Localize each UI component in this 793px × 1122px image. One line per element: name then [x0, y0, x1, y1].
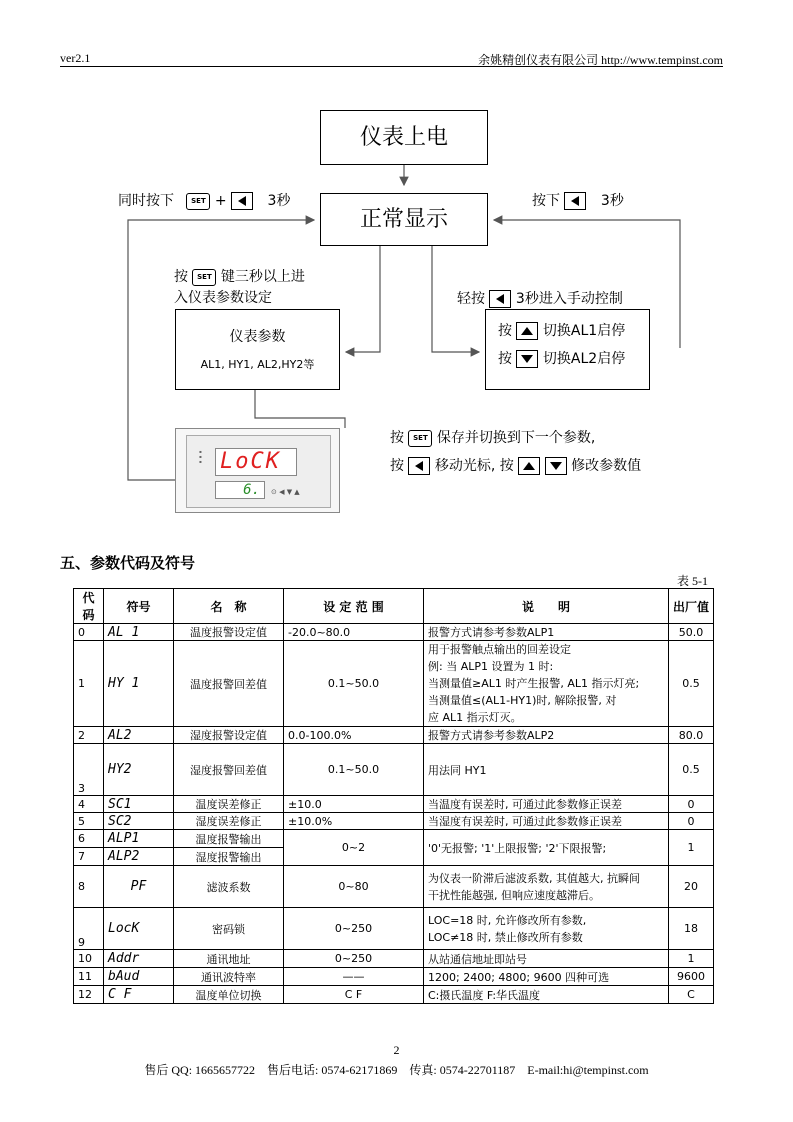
row-desc [424, 908, 669, 950]
row-range: 0~2 [284, 830, 424, 866]
table-row [74, 986, 714, 1004]
row-default: 0 [669, 796, 714, 813]
manual-al2-post: 切换AL2启停 [542, 351, 626, 367]
col-header-name: 名 称 [174, 589, 284, 624]
row-desc [424, 866, 669, 908]
row-name: 密码锁 [174, 908, 284, 950]
row-range: 0.1~50.0 [284, 641, 424, 727]
desc-line: 当测量值≥AL1 时产生报警, AL1 指示灯亮; [428, 677, 640, 690]
manual-al1 [498, 320, 625, 340]
table-row [74, 727, 714, 744]
col-header-code: 代码 [74, 589, 104, 624]
arrow-display-to-params [346, 246, 380, 352]
power-on-box [320, 110, 488, 165]
normal-display-label: 正常显示 [359, 207, 448, 232]
row-range: C F [284, 986, 424, 1004]
row-range: 0.1~50.0 [284, 744, 424, 796]
device-top-display: LoCK [215, 448, 297, 476]
cursor-hint [390, 455, 641, 475]
row-name: 湿度报警回差值 [174, 744, 284, 796]
col-header-symbol: 符号 [104, 589, 174, 624]
manual-box [485, 309, 650, 390]
row-range: 0.0-100.0% [284, 727, 424, 744]
line-params-to-device [255, 390, 345, 428]
row-symbol: AL 1 [104, 624, 174, 641]
row-default: 0.5 [669, 744, 714, 796]
row-code: 10 [74, 950, 104, 968]
row-code: 1 [74, 641, 104, 727]
row-symbol: LocK [104, 908, 174, 950]
desc-line: 用于报警触点输出的回差设定 [428, 643, 571, 656]
row-name: 温度误差修正 [174, 796, 284, 813]
row-name: 通讯地址 [174, 950, 284, 968]
params-box-title: 仪表参数 [229, 329, 286, 345]
manual-hint-pre: 轻按 [457, 291, 485, 307]
enter-params-hint [174, 267, 305, 309]
row-symbol: ALP2 [104, 848, 174, 866]
power-on-label: 仪表上电 [359, 125, 448, 150]
params-box-list: AL1, HY1, AL2,HY2等 [200, 358, 315, 371]
row-default: 20 [669, 866, 714, 908]
row-name: 温度报警回差值 [174, 641, 284, 727]
manual-hint-post: 3秒进入手动控制 [515, 291, 623, 307]
up-arrow-key-icon [518, 457, 540, 475]
section-title: 五、参数代码及符号 [60, 554, 196, 572]
left-arrow-key-icon [231, 192, 253, 210]
table-number: 表 5-1 [677, 574, 708, 588]
row-desc: 当温度有误差时, 可通过此参数修正误差 [424, 796, 669, 813]
row-default: 9600 [669, 968, 714, 986]
row-name: 湿度误差修正 [174, 813, 284, 830]
row-desc: 1200; 2400; 4800; 9600 四种可选 [424, 968, 669, 986]
device-face [186, 435, 331, 508]
table-row [74, 908, 714, 950]
left-arrow-key-icon [489, 290, 511, 308]
row-name: 通讯波特率 [174, 968, 284, 986]
row-symbol: SC1 [104, 796, 174, 813]
device-bottom-display: 6. [215, 481, 265, 499]
manual-al1-post: 切换AL1启停 [542, 323, 626, 339]
row-code: 9 [74, 908, 104, 950]
cursor-hint-pre: 按 [390, 458, 404, 474]
col-header-default: 出厂值 [669, 589, 714, 624]
row-code: 12 [74, 986, 104, 1004]
set-key-icon: SET [408, 430, 432, 447]
row-default: 0.5 [669, 641, 714, 727]
row-range: -20.0~80.0 [284, 624, 424, 641]
down-arrow-key-icon [516, 350, 538, 368]
row-code: 7 [74, 848, 104, 866]
row-desc [424, 641, 669, 727]
row-name: 滤波系数 [174, 866, 284, 908]
row-code: 6 [74, 830, 104, 848]
row-name: 温度单位切换 [174, 986, 284, 1004]
normal-display-box [320, 193, 488, 246]
device-indicator-labels: ▪ ▪ ▪ [199, 449, 202, 464]
row-code: 0 [74, 624, 104, 641]
set-key-icon: SET [186, 193, 210, 210]
row-desc: '0'无报警; '1'上限报警; '2'下限报警; [424, 830, 669, 866]
row-symbol: ALP1 [104, 830, 174, 848]
desc-line: 应 AL1 指示灯灭。 [428, 711, 522, 724]
row-symbol: SC2 [104, 813, 174, 830]
row-code: 2 [74, 727, 104, 744]
row-desc: C:摄氏温度 F:华氏温度 [424, 986, 669, 1004]
cursor-hint-post: 修改参数值 [571, 458, 642, 474]
desc-line: LOC=18 时, 允许修改所有参数, [428, 913, 587, 927]
table-row [74, 641, 714, 727]
col-header-range: 设 定 范 围 [284, 589, 424, 624]
row-default: 0 [669, 813, 714, 830]
row-symbol: PF [104, 866, 174, 908]
save-hint-post: 保存并切换到下一个参数, [436, 430, 596, 446]
row-symbol: AL2 [104, 727, 174, 744]
right-hint-post: 3秒 [600, 193, 624, 209]
row-range: ±10.0 [284, 796, 424, 813]
left-arrow-key-icon [408, 457, 430, 475]
row-code: 5 [74, 813, 104, 830]
version-label: ver2.1 [60, 51, 91, 65]
row-default: C [669, 986, 714, 1004]
row-default: 1 [669, 830, 714, 866]
row-default: 18 [669, 908, 714, 950]
right-hint-pre: 按下 [532, 193, 560, 209]
manual-al2-pre: 按 [498, 351, 512, 367]
desc-line: 干扰性能越强, 但响应速度越滞后。 [428, 888, 600, 902]
right-hint [532, 190, 624, 210]
row-code: 3 [74, 744, 104, 796]
row-desc: 从站通信地址即站号 [424, 950, 669, 968]
params-box [175, 309, 340, 390]
page-number: 2 [393, 1043, 400, 1057]
row-desc: 报警方式请参考参数ALP1 [424, 624, 669, 641]
table-row [74, 813, 714, 830]
save-hint [390, 427, 595, 447]
row-name: 湿度报警设定值 [174, 727, 284, 744]
row-default: 1 [669, 950, 714, 968]
save-hint-pre: 按 [390, 430, 404, 446]
table-row [74, 830, 714, 848]
row-symbol: HY2 [104, 744, 174, 796]
up-arrow-key-icon [516, 322, 538, 340]
row-code: 4 [74, 796, 104, 813]
row-symbol: bAud [104, 968, 174, 986]
desc-line: 当测量值≤(AL1-HY1)时, 解除报警, 对 [428, 694, 617, 707]
row-name: 湿度报警输出 [174, 848, 284, 866]
row-range: —— [284, 968, 424, 986]
table-row [74, 796, 714, 813]
desc-line: 例: 当 ALP1 设置为 1 时: [428, 660, 554, 673]
table-row [74, 950, 714, 968]
left-hint-post: 3秒 [267, 193, 291, 209]
parameter-table [73, 588, 714, 1004]
desc-line: LOC≠18 时, 禁止修改所有参数 [428, 930, 583, 944]
left-hint-pre: 同时按下 [118, 193, 174, 209]
table-row [74, 624, 714, 641]
row-symbol: Addr [104, 950, 174, 968]
manual-al1-pre: 按 [498, 323, 512, 339]
left-arrow-key-icon [564, 192, 586, 210]
table-header-row [74, 589, 714, 624]
row-range: 0~250 [284, 950, 424, 968]
left-hint [118, 190, 290, 210]
row-desc: 用法同 HY1 [424, 744, 669, 796]
row-range: 0~250 [284, 908, 424, 950]
row-desc: 报警方式请参考参数ALP2 [424, 727, 669, 744]
row-default: 80.0 [669, 727, 714, 744]
enter-params-line2: 入仪表参数设定 [174, 290, 272, 306]
row-range: ±10.0% [284, 813, 424, 830]
enter-params-pre: 按 [174, 269, 188, 285]
row-name: 温度报警输出 [174, 830, 284, 848]
row-range: 0~80 [284, 866, 424, 908]
footer-contact: 售后 QQ: 1665657722 售后电话: 0574-62171869 传真: 0574-22701187 E-mail:hi@tempinst.com [144, 1063, 649, 1077]
manual-hint [457, 288, 623, 308]
row-name: 温度报警设定值 [174, 624, 284, 641]
down-arrow-key-icon [545, 457, 567, 475]
cursor-hint-mid: 移动光标, 按 [434, 458, 514, 474]
enter-params-post: 键三秒以上进 [220, 269, 305, 285]
row-default: 50.0 [669, 624, 714, 641]
row-desc: 当湿度有误差时, 可通过此参数修正误差 [424, 813, 669, 830]
col-header-desc: 说 明 [424, 589, 669, 624]
manual-al2 [498, 348, 625, 368]
row-symbol: HY 1 [104, 641, 174, 727]
table-row [74, 968, 714, 986]
device-panel [175, 428, 340, 513]
set-key-icon: SET [192, 269, 216, 286]
left-hint-plus: + [214, 193, 227, 209]
row-symbol: C F [104, 986, 174, 1004]
row-code: 8 [74, 866, 104, 908]
device-keys-icon: ⊙ ◀ ▼ ▲ [271, 488, 300, 496]
row-code: 11 [74, 968, 104, 986]
desc-line: 为仪表一阶滞后滤波系数, 其值越大, 抗瞬间 [428, 871, 640, 885]
table-row [74, 744, 714, 796]
table-row [74, 866, 714, 908]
company-header: 余姚精创仪表有限公司 http://www.tempinst.com [478, 53, 723, 67]
